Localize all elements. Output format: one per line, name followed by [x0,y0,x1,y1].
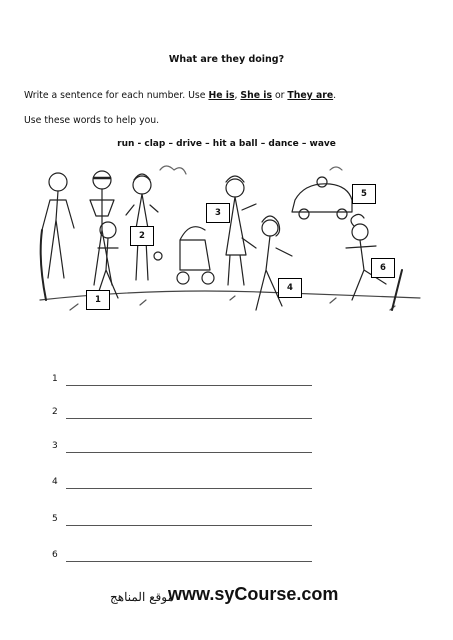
instruction-comma: , [234,90,241,101]
writing-rule [66,488,312,489]
page-title: What are they doing? [168,54,285,65]
instruction-or: or [271,90,288,101]
illustration [30,160,425,335]
writing-rule [66,525,312,526]
answer-line-2[interactable] [52,407,312,421]
answer-line-5[interactable] [52,514,312,528]
instruction-text [24,90,336,101]
writing-rule [66,418,312,419]
answer-line-6[interactable] [52,550,312,564]
he-is-term: He is [208,90,235,101]
footer-arabic: موقع المناهج [110,590,174,604]
answer-number: 5 [52,514,58,524]
answer-number: 3 [52,441,58,451]
answer-line-4[interactable] [52,477,312,491]
footer [110,584,430,608]
writing-rule [66,452,312,453]
she-is-term: She is [240,90,272,101]
word-bank: run - clap – drive – hit a ball – dance – wave [117,139,336,149]
answer-number: 6 [52,550,58,560]
picture-label-4: 4 [278,278,302,298]
instruction-period: . [333,90,337,101]
writing-rule [66,385,312,386]
picture-label-6: 6 [371,258,395,278]
picture-label-3: 3 [206,203,230,223]
picture-label-1: 1 [86,290,110,310]
answer-line-1[interactable] [52,374,312,388]
answer-number: 4 [52,477,58,487]
instruction-prefix: Write a sentence for each number. Use [24,90,209,101]
answer-number: 2 [52,407,58,417]
they-are-term: They are [287,90,334,101]
footer-url[interactable]: www.syCourse.com [168,584,339,604]
picture-label-2: 2 [130,226,154,246]
writing-rule [66,561,312,562]
help-text: Use these words to help you. [24,115,160,126]
picture-label-5: 5 [352,184,376,204]
answer-number: 1 [52,374,58,384]
answer-line-3[interactable] [52,441,312,455]
